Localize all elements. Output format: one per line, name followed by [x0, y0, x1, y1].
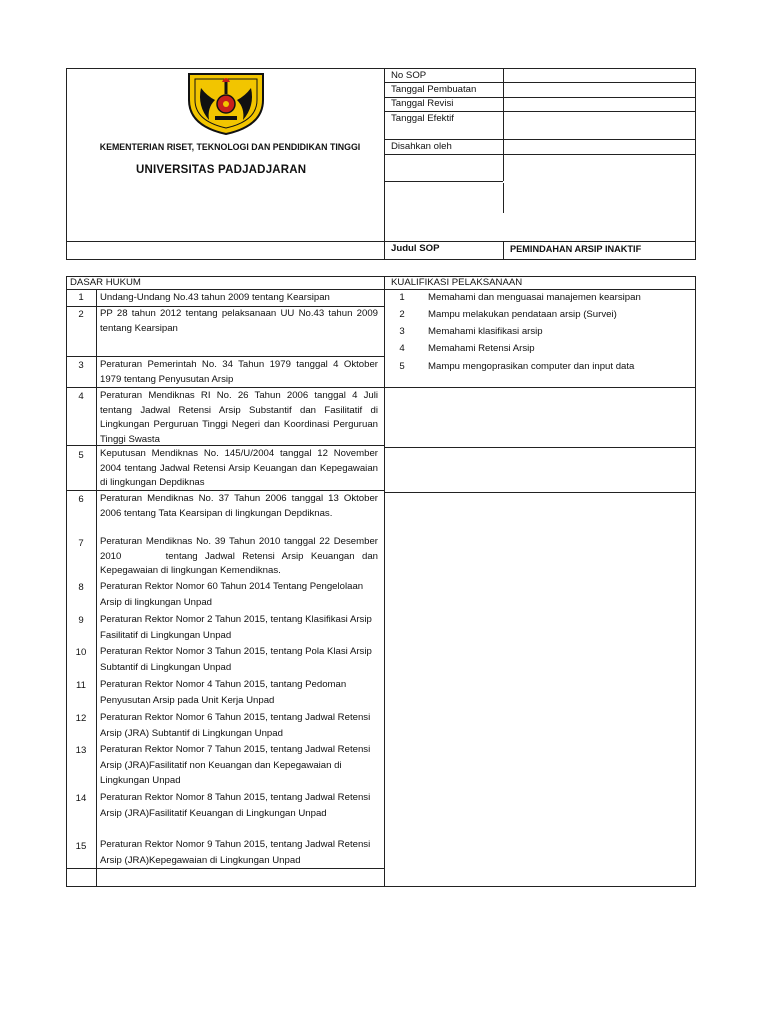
- qualification-item-text: Memahami Retensi Arsip: [428, 343, 535, 354]
- legal-item-text: Peraturan Rektor Nomor 8 Tahun 2015, tentang Jadwal Retensi Arsip (JRA)Fasilitatif Keuangan di Lingkungan Unpad: [100, 792, 371, 819]
- label-tanggal-efektif: Tanggal Efektif: [391, 113, 454, 124]
- legal-item-no: 5: [78, 450, 84, 461]
- qualification-item-no: 2: [399, 309, 405, 320]
- legal-item-text: Peraturan Rektor Nomor 3 Tahun 2015, tentang Pola Klasi Arsip Subtantif di Lingkungan Unpad: [100, 646, 372, 673]
- legal-item-no: 14: [75, 793, 87, 804]
- ministry-name: KEMENTERIAN RISET, TEKNOLOGI DAN PENDIDIKAN TINGGI: [99, 142, 361, 152]
- legal-item-text: Peraturan Mendiknas No. 39 Tahun 2010 tanggal 22 Desember 2010 tentang Jadwal Retensi Arsip Keuangan dan Kepegawaian di lingkungan Kemendiknas.: [100, 536, 381, 576]
- label-disahkan-oleh: Disahkan oleh: [391, 141, 452, 152]
- legal-item-text: Peraturan Pemerintah No. 34 Tahun 1979 tanggal 4 Oktober 1979 tentang Penyusutan Arsip: [100, 359, 378, 385]
- university-name: UNIVERSITAS PADJADJARAN: [136, 164, 307, 176]
- qualification-item-no: 4: [399, 343, 405, 354]
- legal-item-text: Undang-Undang No.43 tahun 2009 tentang Kearsipan: [100, 292, 330, 303]
- legal-item-no: 15: [75, 841, 87, 852]
- legal-item-no: 1: [78, 292, 84, 303]
- legal-item-text: Peraturan Rektor Nomor 2 Tahun 2015, tentang Klasifikasi Arsip Fasilitatif di Lingkungan Unpad: [100, 614, 372, 641]
- legal-item-text: Peraturan Rektor Nomor 60 Tahun 2014 Tentang Pengelolaan Arsip di lingkungan Unpad: [100, 581, 364, 608]
- qualification-item-text: Memahami klasifikasi arsip: [428, 326, 543, 337]
- qualification-item-text: Mampu mengoprasikan computer dan input data: [428, 361, 635, 372]
- judul-sop-value: PEMINDAHAN ARSIP INAKTIF: [510, 244, 642, 254]
- legal-item-no: 13: [75, 745, 87, 756]
- legal-item-no: 12: [75, 713, 87, 724]
- qualification-item-text: Memahami dan menguasai manajemen kearsipan: [428, 292, 641, 303]
- legal-item-text: Peraturan Rektor Nomor 9 Tahun 2015, tentang Jadwal Retensi Arsip (JRA)Kepegawaian di Lingkungan Unpad: [100, 839, 371, 866]
- legal-item-text: Peraturan Rektor Nomor 4 Tahun 2015, tantang Pedoman Penyusutan Arsip pada Unit Kerja Unpad: [100, 679, 347, 706]
- legal-item-no: 9: [78, 615, 84, 626]
- qualification-header: KUALIFIKASI PELAKSANAAN: [391, 277, 523, 288]
- legal-item-no: 6: [78, 494, 84, 505]
- legal-item-no: 7: [78, 538, 84, 549]
- label-tanggal-pembuatan: Tanggal Pembuatan: [391, 84, 477, 95]
- label-judul-sop: Judul SOP: [391, 243, 440, 254]
- legal-item-text: PP 28 tahun 2012 tentang pelaksanaan UU No.43 tahun 2009 tentang Kearsipan: [100, 308, 378, 334]
- legal-item-no: 11: [76, 680, 86, 691]
- legal-item-no: 3: [78, 360, 84, 371]
- qualification-item-no: 5: [399, 361, 405, 372]
- qualification-item-text: Mampu melakukan pendataan arsip (Survei): [428, 309, 617, 320]
- legal-item-text: Keputusan Mendiknas No. 145/U/2004 tanggal 12 November 2004 tentang Jadwal Retensi Arsip Keuangan dan Kepegawaian di lingkungan Depdiknas: [100, 448, 378, 488]
- label-tanggal-revisi: Tanggal Revisi: [391, 98, 454, 109]
- legal-item-text: Peraturan Rektor Nomor 7 Tahun 2015, tentang Jadwal Retensi Arsip (JRA)Fasilitatif non Keuangan dan Kepegawaian di Lingkungan Unpad: [100, 744, 371, 786]
- legal-item-text: Peraturan Mendiknas RI No. 26 Tahun 2006 tanggal 4 Juli tentang Jadwal Retensi Arsip Substantif dan Fasilitatif di Lingkungan Perguruan Tinggi Negeri dan Koordinasi Perguruan Tinggi Swasta: [100, 390, 378, 445]
- university-logo-icon: [185, 70, 267, 136]
- legal-item-no: 8: [78, 582, 84, 593]
- qualification-item-no: 3: [399, 326, 405, 337]
- legal-item-no: 2: [78, 309, 84, 320]
- legal-header: DASAR HUKUM: [70, 277, 141, 288]
- legal-item-text: Peraturan Rektor Nomor 6 Tahun 2015, tentang Jadwal Retensi Arsip (JRA) Subtantif di Lingkungan Unpad: [100, 712, 371, 739]
- legal-item-no: 4: [78, 391, 84, 402]
- legal-item-no: 10: [75, 647, 87, 658]
- qualification-item-no: 1: [399, 292, 405, 303]
- legal-item-text: Peraturan Mendiknas No. 37 Tahun 2006 tanggal 13 Oktober 2006 tentang Tata Kearsipan di lingkungan Depdiknas.: [100, 493, 378, 519]
- label-no-sop: No SOP: [391, 70, 427, 81]
